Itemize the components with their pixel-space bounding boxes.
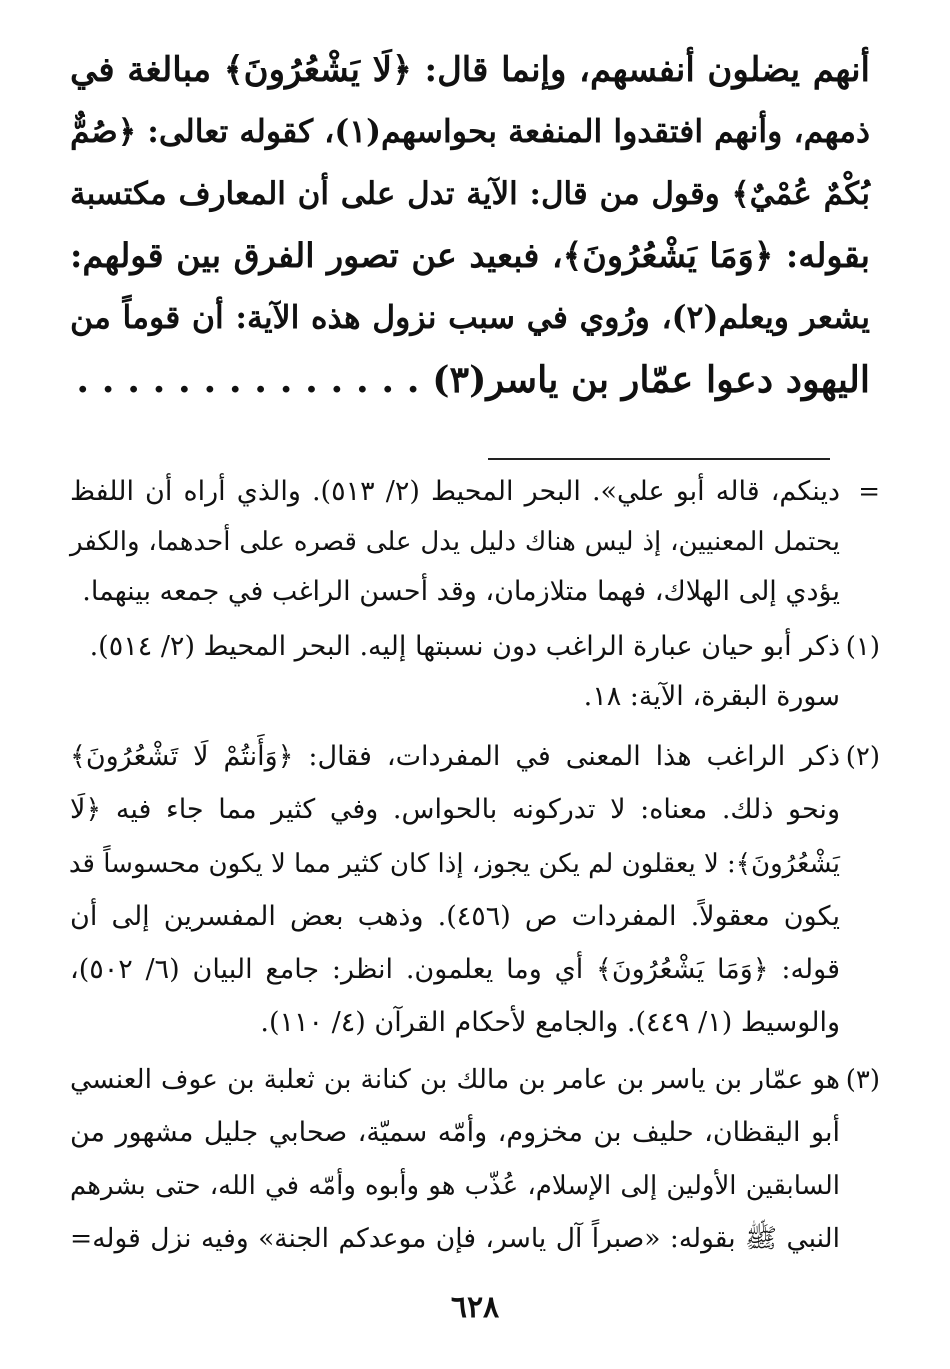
footnote-line: يحتمل المعنيين، إذ ليس هناك دليل يدل على قصره على أحدهما، والكفر [70, 527, 840, 557]
continuation-marker: = [858, 477, 880, 507]
page-number: ٦٢٨ [450, 1290, 500, 1325]
footnote-line: قوله: ﴿وَمَا يَشْعُرُونَ﴾ أي وما يعلمون. انظر: جامع البيان (٦/ ٥٠٢)، [70, 954, 840, 985]
main-line: بُكْمٌ عُمْيٌ﴾ وقول من قال: الآية تدل على أن المعارف مكتسبة [70, 176, 870, 212]
footnote-line: = دينكم، قاله أبو علي». البحر المحيط (٢/ ٥١٣). والذي أراه أن اللفظ [70, 472, 880, 512]
footnote-line: يؤدي إلى الهلاك، فهما متلازمان، وقد أحسن الراغب في جمعه بينهما. [82, 576, 840, 607]
main-line: يشعر ويعلم(٢)، ورُوي في سبب نزول هذه الآية: أن قوماً من [70, 299, 870, 336]
footnote-marker: (١) [845, 632, 880, 662]
main-line: أنهم يضلون أنفسهم، وإنما قال: ﴿لَا يَشْعُرُونَ﴾ مبالغة في [70, 50, 870, 90]
main-line: ذمهم، وأنهم افتقدوا المنفعة بحواسهم(١)، كقوله تعالى: ﴿صُمٌّ [70, 113, 870, 150]
footnote-2: (٢) ذكر الراغب هذا المعنى في المفردات، فقال: ﴿وَأَنتُمْ لَا تَشْعُرُونَ﴾ [70, 737, 880, 777]
footnote-3: (٣) هو عمّار بن ياسر بن عامر بن مالك بن كنانة بن ثعلبة بن عوف العنسي [70, 1060, 880, 1100]
main-line: اليهود دعوا عمّار بن ياسر(٣) . . . . . . . . . . . . . . [76, 358, 870, 401]
footnote-line: ونحو ذلك. معناه: لا تدركونه بالحواس. وفي كثير مما جاء فيه ﴿لَا [70, 794, 840, 825]
footnote-marker: (٢) [845, 742, 880, 772]
main-line: بقوله: ﴿وَمَا يَشْعُرُونَ﴾، فبعيد عن تصور الفرق بين قولهم: [70, 236, 870, 275]
footnote-marker: (٣) [845, 1065, 880, 1095]
footnote-divider [488, 458, 830, 460]
footnote-line: يكون معقولاً. المفردات ص (٤٥٦). وذهب بعض المفسرين إلى أن [70, 901, 840, 932]
footnote-1: (١) ذكر أبو حيان عبارة الراغب دون نسبتها إليه. البحر المحيط (٢/ ٥١٤). [70, 627, 880, 667]
footnote-line: يَشْعُرُونَ﴾: لا يعقلون لم يكن يجوز، إذا كان كثير مما لا يكون محسوساً قد [68, 849, 840, 879]
footnote-line: والوسيط (١/ ٤٤٩). والجامع لأحكام القرآن (٤/ ١١٠). [260, 1007, 840, 1038]
footnote-line: سورة البقرة، الآية: ١٨. [583, 681, 840, 712]
footnote-line: النبي ﷺ بقوله: «صبراً آل ياسر، فإن موعدكم الجنة» وفيه نزل قوله= [70, 1223, 840, 1254]
footnote-line: أبو اليقظان، حليف بن مخزوم، وأمّه سميّة، صحابي جليل مشهور من [70, 1117, 840, 1148]
footnote-line: السابقين الأولين إلى الإسلام، عُذّب هو وأبوه وأمّه في الله، حتى بشرهم [70, 1171, 840, 1201]
